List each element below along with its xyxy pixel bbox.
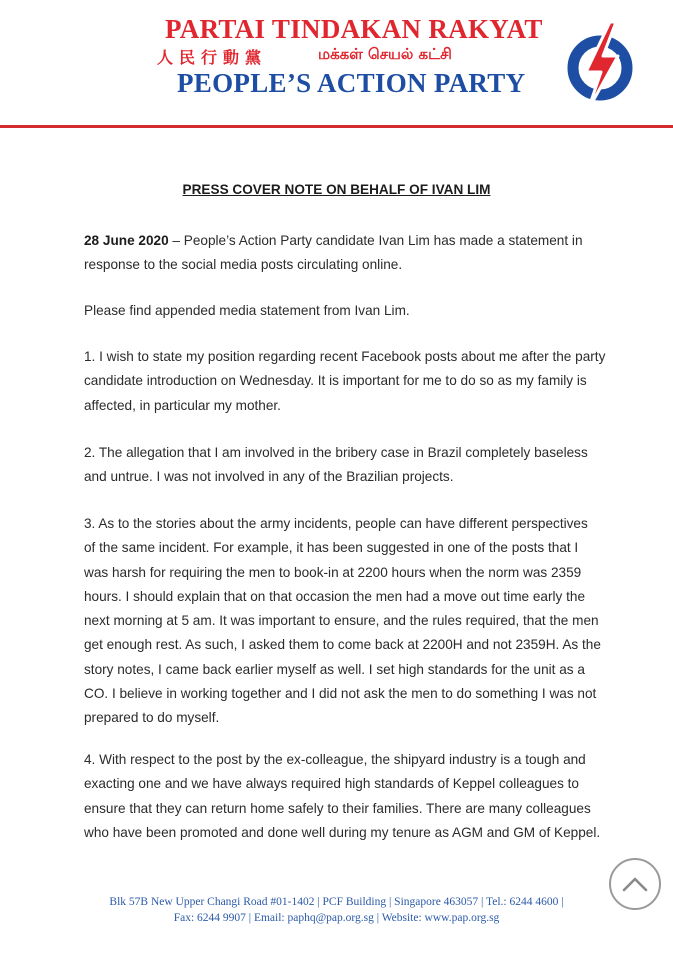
paragraph-line: next morning at 5 am. It was important to ensure, and the rules required, that the men <box>84 613 599 629</box>
intro-line-1-rest: – People’s Action Party candidate Ivan Lim has made a statement in <box>168 233 583 248</box>
paragraph-line: who have been promoted and done well during my tenure as AGM and GM of Keppel. <box>84 824 601 840</box>
scroll-to-top-button[interactable] <box>609 858 661 910</box>
dateline: 28 June 2020 <box>84 233 169 248</box>
paragraph-line: 1. I wish to state my position regarding recent Facebook posts about me after the party <box>84 349 606 364</box>
party-name-tamil: மக்கள் செயல் கட்சி <box>318 45 452 63</box>
footer-address-line: Blk 57B New Upper Changi Road #01-1402 | PCF Building | Singapore 463057 | Tel.: 6244 4600 | <box>109 896 564 908</box>
paragraph-line: 4. With respect to the post by the ex-colleague, the shipyard industry is a tough and <box>84 752 586 767</box>
intro-line-2: response to the social media posts circulating online. <box>84 257 403 273</box>
paragraph-line: 2. The allegation that I am involved in the bribery case in Brazil completely baseless <box>84 445 588 460</box>
paragraph-line: affected, in particular my mother. <box>84 397 281 413</box>
paragraph-line: 3. As to the stories about the army incidents, people can have different perspectives <box>84 516 588 531</box>
pap-lightning-logo-icon <box>566 20 634 112</box>
paragraph-line: ensure that they can return home safely to their families. There are many colleagues <box>84 800 591 816</box>
paragraph-line: CO. I believe in working together and I did not ask the men to do something I was not <box>84 686 597 702</box>
chevron-up-icon <box>611 860 659 908</box>
statement-paragraph-2 <box>84 441 604 490</box>
paragraph-line: story notes, I came back earlier myself as well. I set high standards for the unit as a <box>84 661 585 677</box>
document-title: PRESS COVER NOTE ON BEHALF OF IVAN LIM <box>182 182 491 197</box>
paragraph-line: exacting one and we have always required high standards of Keppel colleagues to <box>84 776 579 792</box>
paragraph-line: and untrue. I was not involved in any of the Brazilian projects. <box>84 469 454 485</box>
statement-paragraph-4 <box>84 748 604 845</box>
statement-paragraph-1 <box>84 345 604 418</box>
appended-line: Please find appended media statement from Ivan Lim. <box>84 303 410 318</box>
letterhead <box>0 0 673 132</box>
party-name-english: PEOPLE’S ACTION PARTY <box>177 68 526 98</box>
appended-note <box>84 299 604 323</box>
paragraph-line: get enough rest. As such, I asked them to come back at 2200H and not 2359H. As the <box>84 637 601 653</box>
paragraph-line: prepared to do myself. <box>84 710 220 726</box>
paragraph-line: candidate introduction on Wednesday. It is important for me to do so as my family is <box>84 373 587 389</box>
paragraph-line: was harsh for requiring the men to book-in at 2200 hours when the norm was 2359 <box>84 564 582 580</box>
statement-paragraph-3 <box>84 512 604 731</box>
intro-line-1 <box>84 229 604 253</box>
paragraph-line: of the same incident. For example, it has been suggested in one of the posts that I <box>84 540 579 556</box>
party-name-chinese: 人民行動黨 <box>157 48 268 67</box>
intro-paragraph <box>84 229 604 278</box>
paragraph-line: hours. I should explain that on that occasion the men had a move out time early the <box>84 588 586 604</box>
party-name-malay: PARTAI TINDAKAN RAKYAT <box>165 14 543 44</box>
footer-contact-line: Fax: 6244 9907 | Email: paphq@pap.org.sg | Website: www.pap.org.sg <box>173 912 500 924</box>
letterhead-footer <box>0 894 673 926</box>
letterhead-divider <box>0 125 673 128</box>
